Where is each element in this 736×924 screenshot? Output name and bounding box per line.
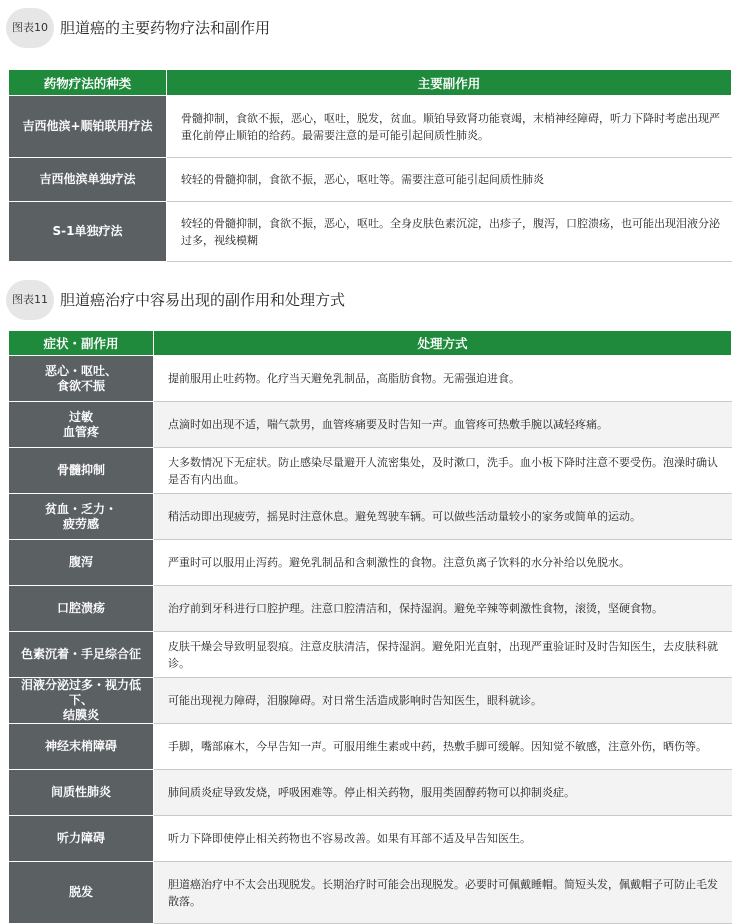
symptom-name: 神经末梢障碍 <box>9 724 154 770</box>
table-header-row <box>9 331 732 356</box>
treatment-text: 皮肤干燥会导致明显裂痕。注意皮肤清洁，保持湿润。避免阳光直射，出现严重验证时及时告知医生，去皮肤科就诊。 <box>154 632 732 678</box>
symptom-name <box>9 494 154 540</box>
symptom-line: 疲劳感 <box>62 516 99 531</box>
side-effects-text: 骨髓抑制，食欲不振，恶心，呕吐，脱发，贫血。顺铂导致肾功能衰竭，末梢神经障碍，听力下降时考虑出现严重化前停止顺铂的给药。最需要注意的是可能引起间质性肺炎。 <box>167 96 732 158</box>
figure11-title: 胆道癌治疗中容易出现的副作用和处理方式 <box>60 291 346 309</box>
side-effects-text: 较轻的骨髓抑制，食欲不振，恶心，呕吐。全身皮肤色素沉淀，出疹子，腹泻，口腔溃疡，也可能出现泪液分泌过多，视线模糊 <box>167 202 732 262</box>
figure10-title: 胆道癌的主要药物疗法和副作用 <box>60 19 271 37</box>
symptom-name: 脱发 <box>9 862 154 924</box>
therapy-name: 吉西他滨单独疗法 <box>9 158 167 202</box>
column-header-side-effects: 主要副作用 <box>167 70 732 96</box>
symptom-name: 骨髓抑制 <box>9 448 154 494</box>
treatment-text: 稍活动即出现疲劳，摇晃时注意休息。避免驾驶车辆。可以做些活动量较小的家务或简单的运动。 <box>154 494 732 540</box>
symptom-line: 恶心・呕吐、 <box>44 363 117 378</box>
treatment-text: 胆道癌治疗中不太会出现脱发。长期治疗时可能会出现脱发。必要时可佩戴睡帽。简短头发，佩戴帽子可防止毛发散落。 <box>154 862 732 924</box>
figure10-badge: 图表10 <box>6 8 54 48</box>
column-header-symptom: 症状・副作用 <box>9 331 154 356</box>
treatment-text: 点滴时如出现不适，喘气款男，血管疼痛要及时告知一声。血管疼可热敷手腕以减轻疼痛。 <box>154 402 732 448</box>
treatment-text: 大多数情况下无症状。防止感染尽量避开人流密集处，及时漱口，洗手。血小板下降时注意不要受伤。泡澡时确认是否有内出血。 <box>154 448 732 494</box>
treatment-text: 听力下降即使停止相关药物也不容易改善。如果有耳部不适及早告知医生。 <box>154 816 732 862</box>
symptom-line: 食欲不振 <box>56 378 105 393</box>
column-header-therapy: 药物疗法的种类 <box>9 70 167 96</box>
treatment-text: 可能出现视力障碍，泪腺障碍。对日常生活造成影响时告知医生，眼科就诊。 <box>154 678 732 724</box>
symptom-line: 血管疼 <box>62 424 99 439</box>
symptom-line: 泪液分泌过多・视力低下、 <box>20 678 141 707</box>
table-header-row <box>9 70 732 96</box>
table-row <box>9 96 732 158</box>
figure10-table <box>8 69 732 262</box>
table-row <box>9 202 732 262</box>
table-row <box>9 494 732 540</box>
symptom-line: 结膜炎 <box>62 708 99 722</box>
therapy-name: 吉西他滨+顺铂联用疗法 <box>9 96 167 158</box>
table-row <box>9 356 732 402</box>
table-row <box>9 540 732 586</box>
treatment-text: 严重时可以服用止泻药。避免乳制品和含刺激性的食物。注意负离子饮料的水分补给以免脱水。 <box>154 540 732 586</box>
symptom-name: 色素沉着・手足综合征 <box>9 632 154 678</box>
treatment-text: 提前服用止吐药物。化疗当天避免乳制品，高脂肪食物。无需强迫进食。 <box>154 356 732 402</box>
symptom-name <box>9 402 154 448</box>
therapy-name: S-1单独疗法 <box>9 202 167 262</box>
table-row <box>9 770 732 816</box>
figure11-table <box>8 330 732 924</box>
table-row <box>9 632 732 678</box>
table-row <box>9 862 732 924</box>
symptom-name <box>9 678 154 724</box>
figure10-header <box>0 8 736 48</box>
symptom-name <box>9 356 154 402</box>
table-row <box>9 448 732 494</box>
treatment-text: 手脚，嘴部麻木，今早告知一声。可服用维生素或中药，热敷手脚可缓解。因知觉不敏感，注意外伤，晒伤等。 <box>154 724 732 770</box>
table-row <box>9 724 732 770</box>
figure11-header <box>0 280 736 320</box>
table-row <box>9 402 732 448</box>
symptom-name: 腹泻 <box>9 540 154 586</box>
table-row <box>9 158 732 202</box>
symptom-line: 过敏 <box>68 409 93 424</box>
table-row <box>9 586 732 632</box>
symptom-name: 口腔溃疡 <box>9 586 154 632</box>
side-effects-text: 较轻的骨髓抑制，食欲不振，恶心，呕吐等。需要注意可能引起间质性肺炎 <box>167 158 732 202</box>
symptom-line: 贫血・乏力・ <box>44 501 117 516</box>
symptom-name: 听力障碍 <box>9 816 154 862</box>
table-row <box>9 816 732 862</box>
table-row <box>9 678 732 724</box>
treatment-text: 治疗前到牙科进行口腔护理。注意口腔清洁和，保持湿润。避免辛辣等刺激性食物，滚烫，坚硬食物。 <box>154 586 732 632</box>
figure11-badge: 图表11 <box>6 280 54 320</box>
symptom-name: 间质性肺炎 <box>9 770 154 816</box>
treatment-text: 肺间质炎症导致发烧，呼吸困难等。停止相关药物，服用类固醇药物可以抑制炎症。 <box>154 770 732 816</box>
column-header-treatment: 处理方式 <box>154 331 732 356</box>
